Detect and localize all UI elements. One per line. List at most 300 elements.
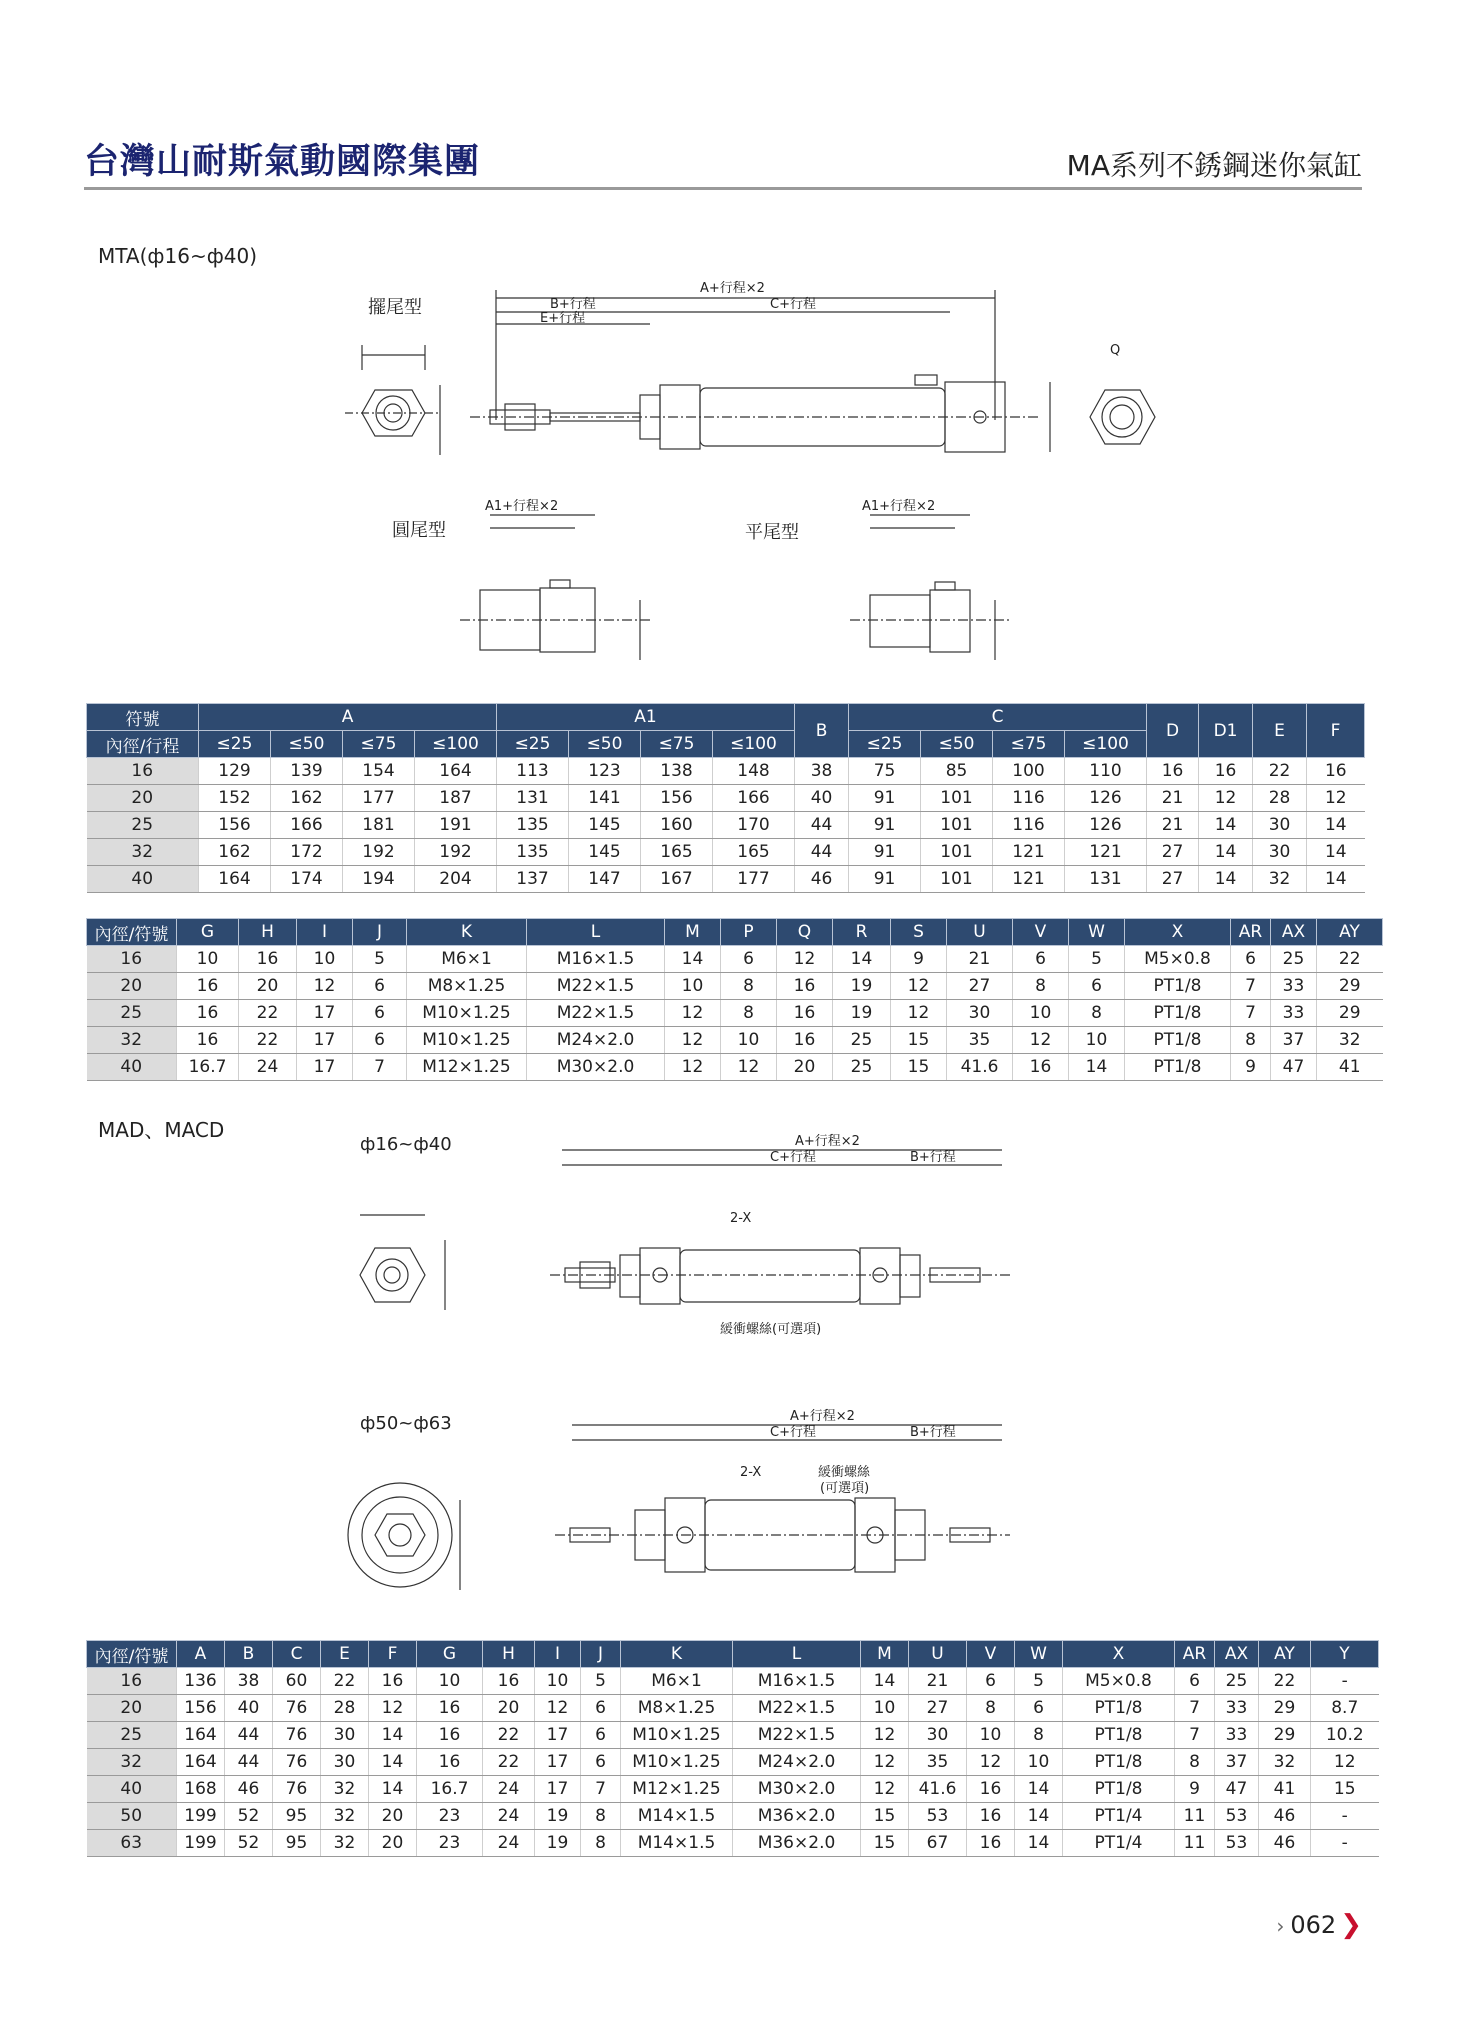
table1-subheader: 內徑/行程 xyxy=(87,731,199,758)
table-cell: 136 xyxy=(177,1668,225,1695)
table-cell: 16 xyxy=(177,1000,239,1027)
table-cell: M24×2.0 xyxy=(527,1027,665,1054)
table-cell: 32 xyxy=(1253,866,1307,893)
table3-header: K xyxy=(621,1641,733,1668)
table-cell: 199 xyxy=(177,1803,225,1830)
table-cell: 162 xyxy=(271,785,343,812)
table-cell: 192 xyxy=(415,839,497,866)
table2-header: I xyxy=(297,919,353,946)
table-cell: 138 xyxy=(641,758,713,785)
table-cell: 25 xyxy=(833,1054,891,1081)
dim-a-stroke: A+行程×2 xyxy=(700,281,765,296)
table-cell: 8 xyxy=(721,1000,777,1027)
table-cell: M30×2.0 xyxy=(733,1776,861,1803)
table-cell: 30 xyxy=(947,1000,1013,1027)
table-cell: M16×1.5 xyxy=(733,1668,861,1695)
table-cell: M12×1.25 xyxy=(407,1054,527,1081)
table1-subheader: ≤50 xyxy=(569,731,641,758)
table-cell: 6 xyxy=(1231,946,1271,973)
table-cell: PT1/8 xyxy=(1125,1054,1231,1081)
table-cell: 6 xyxy=(1013,946,1069,973)
table-cell: 16 xyxy=(417,1722,483,1749)
mad-dim-a-2: A+行程×2 xyxy=(790,1409,855,1424)
table-cell: 135 xyxy=(497,812,569,839)
table3-header: W xyxy=(1015,1641,1063,1668)
table-cell: 164 xyxy=(177,1722,225,1749)
table-cell: 23 xyxy=(417,1803,483,1830)
table-cell: 32 xyxy=(1317,1027,1383,1054)
table-cell: 177 xyxy=(713,866,795,893)
dim-e-stroke: E+行程 xyxy=(540,311,586,326)
page-number xyxy=(1276,1910,1362,1940)
table-cell: 24 xyxy=(483,1776,535,1803)
row-bore: 20 xyxy=(87,785,199,812)
table3-header: X xyxy=(1063,1641,1175,1668)
table-cell: 16 xyxy=(369,1668,417,1695)
table-cell: 6 xyxy=(967,1668,1015,1695)
row-bore: 16 xyxy=(87,1668,177,1695)
table-cell: 6 xyxy=(1015,1695,1063,1722)
table-cell: 76 xyxy=(273,1695,321,1722)
table-cell: 7 xyxy=(1175,1722,1215,1749)
table-cell: 10 xyxy=(721,1027,777,1054)
table-cell: 14 xyxy=(1307,812,1365,839)
table-cell: M10×1.25 xyxy=(621,1722,733,1749)
table3-header: C xyxy=(273,1641,321,1668)
mta-section-title: MTA(ф16~ф40) xyxy=(98,244,258,268)
table-cell: 191 xyxy=(415,812,497,839)
table2-header: AR xyxy=(1231,919,1271,946)
table-cell: 10 xyxy=(417,1668,483,1695)
table-cell: 28 xyxy=(321,1695,369,1722)
table-cell: 46 xyxy=(795,866,849,893)
table-cell: 12 xyxy=(1013,1027,1069,1054)
table-cell: 14 xyxy=(1015,1776,1063,1803)
table-cell: 10 xyxy=(535,1668,581,1695)
table-cell: PT1/8 xyxy=(1063,1695,1175,1722)
table3-header: E xyxy=(321,1641,369,1668)
table-cell: 30 xyxy=(1253,812,1307,839)
mad-dim-a-1: A+行程×2 xyxy=(795,1134,860,1149)
mad-cushion-line2: (可選項) xyxy=(820,1481,870,1496)
table-cell: 19 xyxy=(833,973,891,1000)
table-cell: 17 xyxy=(297,1054,353,1081)
table-cell: M10×1.25 xyxy=(407,1000,527,1027)
header-divider xyxy=(84,187,1362,190)
table-cell: 75 xyxy=(849,758,921,785)
table3-header: V xyxy=(967,1641,1015,1668)
table1-header: D xyxy=(1147,704,1199,758)
table-cell: 16 xyxy=(777,1000,833,1027)
table-cell: 17 xyxy=(535,1776,581,1803)
product-title: MA系列不銹鋼迷你氣缸 xyxy=(1066,149,1362,182)
row-bore: 16 xyxy=(87,758,199,785)
table-cell: 5 xyxy=(1069,946,1125,973)
table1-subheader: ≤25 xyxy=(199,731,271,758)
table-cell: 177 xyxy=(343,785,415,812)
table-cell: 24 xyxy=(483,1830,535,1857)
table-cell: 52 xyxy=(225,1803,273,1830)
table-cell: 116 xyxy=(993,812,1065,839)
table-cell: 29 xyxy=(1317,1000,1383,1027)
table3-header: B xyxy=(225,1641,273,1668)
table-cell: 22 xyxy=(239,1000,297,1027)
row-bore: 63 xyxy=(87,1830,177,1857)
table-cell: 53 xyxy=(909,1803,967,1830)
table-cell: 15 xyxy=(861,1803,909,1830)
table-cell: 14 xyxy=(369,1749,417,1776)
table-cell: 53 xyxy=(1215,1830,1259,1857)
dimension-table-mad xyxy=(86,1640,1379,1857)
table-cell: M22×1.5 xyxy=(527,973,665,1000)
table-cell: 126 xyxy=(1065,785,1147,812)
table-cell: 8 xyxy=(1069,1000,1125,1027)
table-cell: M36×2.0 xyxy=(733,1803,861,1830)
table-cell: 110 xyxy=(1065,758,1147,785)
table-cell: 40 xyxy=(225,1695,273,1722)
red-arrow-icon: ❯ xyxy=(1340,1910,1362,1940)
table-cell: 32 xyxy=(321,1803,369,1830)
row-bore: 25 xyxy=(87,1000,177,1027)
table-cell: 8 xyxy=(581,1803,621,1830)
table1-header: E xyxy=(1253,704,1307,758)
table2-header: AX xyxy=(1271,919,1317,946)
table-cell: M10×1.25 xyxy=(407,1027,527,1054)
table-cell: 44 xyxy=(225,1722,273,1749)
table-cell: 91 xyxy=(849,785,921,812)
table-cell: 145 xyxy=(569,812,641,839)
table2-header: G xyxy=(177,919,239,946)
table3-header: AR xyxy=(1175,1641,1215,1668)
table-cell: M6×1 xyxy=(407,946,527,973)
table-cell: 85 xyxy=(921,758,993,785)
table-cell: 121 xyxy=(1065,839,1147,866)
table-cell: 95 xyxy=(273,1803,321,1830)
table-cell: 14 xyxy=(1015,1830,1063,1857)
table-cell: 44 xyxy=(795,812,849,839)
table-cell: PT1/8 xyxy=(1063,1776,1175,1803)
table1-header: F xyxy=(1307,704,1365,758)
table-cell: 33 xyxy=(1271,1000,1317,1027)
table-row xyxy=(87,1668,1379,1695)
table1-subheader: ≤100 xyxy=(713,731,795,758)
table-row xyxy=(87,785,1365,812)
round-type-label: 圓尾型 xyxy=(392,520,446,541)
table1-subheader: ≤25 xyxy=(849,731,921,758)
table1-subheader: ≤50 xyxy=(271,731,343,758)
table-cell: 67 xyxy=(909,1830,967,1857)
table-cell: M24×2.0 xyxy=(733,1749,861,1776)
table-cell: 29 xyxy=(1259,1695,1311,1722)
table2-header: P xyxy=(721,919,777,946)
table-cell: 6 xyxy=(581,1722,621,1749)
mad-dim-b-2: B+行程 xyxy=(910,1425,956,1440)
flat-dim-a1: A1+行程×2 xyxy=(862,499,936,514)
table-row xyxy=(87,946,1383,973)
table-cell: 16 xyxy=(1307,758,1365,785)
table-row xyxy=(87,1776,1379,1803)
table-cell: 16 xyxy=(417,1695,483,1722)
table-cell: 165 xyxy=(641,839,713,866)
table-cell: 10 xyxy=(967,1722,1015,1749)
table-cell: 76 xyxy=(273,1776,321,1803)
table-cell: 47 xyxy=(1271,1054,1317,1081)
table-cell: 19 xyxy=(833,1000,891,1027)
mad-range-1: ф16~ф40 xyxy=(360,1134,452,1155)
row-bore: 20 xyxy=(87,1695,177,1722)
table2-header: Q xyxy=(777,919,833,946)
table-cell: 12 xyxy=(1199,785,1253,812)
table-cell: 23 xyxy=(417,1830,483,1857)
table-cell: 181 xyxy=(343,812,415,839)
table-cell: M6×1 xyxy=(621,1668,733,1695)
row-bore: 40 xyxy=(87,1054,177,1081)
table-cell: 44 xyxy=(225,1749,273,1776)
page-number-text: 062 xyxy=(1290,1911,1337,1939)
table-cell: 12 xyxy=(1311,1749,1379,1776)
table-cell: 12 xyxy=(297,973,353,1000)
table-cell: 16 xyxy=(967,1776,1015,1803)
table-cell: 30 xyxy=(321,1722,369,1749)
mad-dim-2x-1: 2-X xyxy=(730,1211,752,1226)
table-cell: 22 xyxy=(321,1668,369,1695)
mad-cushion-line1: 緩衝螺絲 xyxy=(818,1465,871,1480)
table-cell: 17 xyxy=(535,1722,581,1749)
table-cell: 131 xyxy=(1065,866,1147,893)
mad-dim-c-1: C+行程 xyxy=(770,1150,816,1165)
table-cell: 8 xyxy=(1175,1749,1215,1776)
table-cell: M8×1.25 xyxy=(407,973,527,1000)
table-cell: 19 xyxy=(535,1803,581,1830)
company-title: 台灣山耐斯氣動國際集團 xyxy=(84,142,481,182)
table3-header: A xyxy=(177,1641,225,1668)
table-row xyxy=(87,1803,1379,1830)
table-cell: 7 xyxy=(353,1054,407,1081)
table-cell: 30 xyxy=(1253,839,1307,866)
table-cell: 199 xyxy=(177,1830,225,1857)
table2-header: R xyxy=(833,919,891,946)
table-cell: 29 xyxy=(1259,1722,1311,1749)
mad-range-2: ф50~ф63 xyxy=(360,1413,452,1434)
table-cell: 8.7 xyxy=(1311,1695,1379,1722)
table-cell: 21 xyxy=(1147,812,1199,839)
table2-header: H xyxy=(239,919,297,946)
table3-header: H xyxy=(483,1641,535,1668)
table-row xyxy=(87,866,1365,893)
table2-header: K xyxy=(407,919,527,946)
table-cell: 14 xyxy=(833,946,891,973)
table-cell: 33 xyxy=(1271,973,1317,1000)
table-cell: 9 xyxy=(1175,1776,1215,1803)
table-row xyxy=(87,1695,1379,1722)
table-cell: 10 xyxy=(1069,1027,1125,1054)
table-cell: 14 xyxy=(1199,812,1253,839)
table-cell: 15 xyxy=(1311,1776,1379,1803)
table-cell: 14 xyxy=(665,946,721,973)
table-cell: - xyxy=(1311,1803,1379,1830)
table-cell: 7 xyxy=(581,1776,621,1803)
table2-header: J xyxy=(353,919,407,946)
table-cell: 164 xyxy=(415,758,497,785)
table-cell: 16 xyxy=(777,973,833,1000)
table-cell: 131 xyxy=(497,785,569,812)
table-cell: 154 xyxy=(343,758,415,785)
table-cell: 5 xyxy=(581,1668,621,1695)
table-cell: 7 xyxy=(1231,973,1271,1000)
table-cell: 6 xyxy=(1069,973,1125,1000)
table-cell: 14 xyxy=(1015,1803,1063,1830)
table-cell: 30 xyxy=(321,1749,369,1776)
table-cell: 12 xyxy=(665,1000,721,1027)
table-cell: 12 xyxy=(721,1054,777,1081)
table2-header: W xyxy=(1069,919,1125,946)
table-cell: 164 xyxy=(177,1749,225,1776)
table-row xyxy=(87,973,1383,1000)
table1-header: B xyxy=(795,704,849,758)
table-row xyxy=(87,839,1365,866)
table-cell: 16 xyxy=(177,973,239,1000)
table-cell: 17 xyxy=(297,1000,353,1027)
table-cell: 14 xyxy=(369,1722,417,1749)
table-cell: 147 xyxy=(569,866,641,893)
table-cell: M14×1.5 xyxy=(621,1803,733,1830)
dim-q: Q xyxy=(1110,343,1121,358)
table-cell: 29 xyxy=(1317,973,1383,1000)
table-cell: 32 xyxy=(1259,1749,1311,1776)
table-cell: M5×0.8 xyxy=(1125,946,1231,973)
table-cell: 148 xyxy=(713,758,795,785)
row-bore: 40 xyxy=(87,1776,177,1803)
table-cell: 22 xyxy=(1259,1668,1311,1695)
table-cell: 135 xyxy=(497,839,569,866)
table-cell: 192 xyxy=(343,839,415,866)
table-cell: 16 xyxy=(1199,758,1253,785)
table-cell: 15 xyxy=(861,1830,909,1857)
table-cell: 6 xyxy=(353,973,407,1000)
table-cell: 6 xyxy=(581,1749,621,1776)
table-cell: 6 xyxy=(581,1695,621,1722)
table-cell: 41 xyxy=(1317,1054,1383,1081)
table-cell: 19 xyxy=(535,1830,581,1857)
table-cell: 12 xyxy=(891,1000,947,1027)
table-cell: 46 xyxy=(1259,1803,1311,1830)
mta-drawing xyxy=(340,270,1180,690)
table-cell: 164 xyxy=(199,866,271,893)
table-cell: 28 xyxy=(1253,785,1307,812)
table-cell: 46 xyxy=(225,1776,273,1803)
table-row xyxy=(87,812,1365,839)
table3-header: L xyxy=(733,1641,861,1668)
table-cell: 170 xyxy=(713,812,795,839)
table1-subheader: ≤100 xyxy=(415,731,497,758)
table-cell: M10×1.25 xyxy=(621,1749,733,1776)
table2-header: S xyxy=(891,919,947,946)
table-cell: 160 xyxy=(641,812,713,839)
table-cell: M14×1.5 xyxy=(621,1830,733,1857)
table-cell: 27 xyxy=(947,973,1013,1000)
mad-cushion-note-1: 緩衝螺絲(可選項) xyxy=(720,1322,822,1337)
table-cell: 14 xyxy=(861,1668,909,1695)
table-cell: 52 xyxy=(225,1830,273,1857)
table-cell: PT1/8 xyxy=(1125,1000,1231,1027)
dimension-table-mta-1 xyxy=(86,703,1365,893)
table-cell: 20 xyxy=(369,1803,417,1830)
table-cell: 30 xyxy=(909,1722,967,1749)
table-cell: 123 xyxy=(569,758,641,785)
table-cell: 5 xyxy=(1015,1668,1063,1695)
table-cell: 38 xyxy=(225,1668,273,1695)
table-cell: 17 xyxy=(297,1027,353,1054)
table-cell: 22 xyxy=(483,1722,535,1749)
table-cell: 121 xyxy=(993,839,1065,866)
table-cell: - xyxy=(1311,1668,1379,1695)
table1-subheader: ≤50 xyxy=(921,731,993,758)
table-cell: - xyxy=(1311,1830,1379,1857)
table-cell: 16 xyxy=(239,946,297,973)
table1-header: A1 xyxy=(497,704,795,731)
table-cell: 166 xyxy=(713,785,795,812)
table-cell: 17 xyxy=(535,1749,581,1776)
table2-header: V xyxy=(1013,919,1069,946)
table1-subheader: ≤75 xyxy=(993,731,1065,758)
table-cell: 6 xyxy=(353,1027,407,1054)
table1-header: A xyxy=(199,704,497,731)
table-cell: 32 xyxy=(321,1830,369,1857)
table-cell: 95 xyxy=(273,1830,321,1857)
table-cell: 121 xyxy=(993,866,1065,893)
table-cell: 15 xyxy=(891,1027,947,1054)
table-cell: 101 xyxy=(921,839,993,866)
table-cell: 76 xyxy=(273,1722,321,1749)
table-cell: 116 xyxy=(993,785,1065,812)
table-cell: 16 xyxy=(177,1027,239,1054)
table-cell: 141 xyxy=(569,785,641,812)
table-cell: 6 xyxy=(353,1000,407,1027)
table-cell: 166 xyxy=(271,812,343,839)
table-cell: 145 xyxy=(569,839,641,866)
table-cell: 20 xyxy=(239,973,297,1000)
table-cell: 10 xyxy=(1013,1000,1069,1027)
table-cell: 204 xyxy=(415,866,497,893)
table-cell: PT1/4 xyxy=(1063,1830,1175,1857)
row-bore: 20 xyxy=(87,973,177,1000)
table-cell: 156 xyxy=(199,812,271,839)
table-cell: 20 xyxy=(369,1830,417,1857)
table-cell: 139 xyxy=(271,758,343,785)
table3-header: J xyxy=(581,1641,621,1668)
table3-header: I xyxy=(535,1641,581,1668)
table-cell: 41 xyxy=(1259,1776,1311,1803)
table-cell: 40 xyxy=(795,785,849,812)
table-cell: 12 xyxy=(369,1695,417,1722)
table-cell: 156 xyxy=(641,785,713,812)
table-cell: 16 xyxy=(967,1830,1015,1857)
row-bore: 25 xyxy=(87,1722,177,1749)
table-cell: 11 xyxy=(1175,1830,1215,1857)
row-bore: 40 xyxy=(87,866,199,893)
table2-header: 內徑/符號 xyxy=(87,919,177,946)
table-cell: 15 xyxy=(891,1054,947,1081)
table-row xyxy=(87,1749,1379,1776)
table3-header: AY xyxy=(1259,1641,1311,1668)
table-cell: 12 xyxy=(967,1749,1015,1776)
table-cell: 16 xyxy=(417,1749,483,1776)
table-cell: 101 xyxy=(921,785,993,812)
table-cell: 33 xyxy=(1215,1722,1259,1749)
round-dim-a1: A1+行程×2 xyxy=(485,499,559,514)
table-cell: 10 xyxy=(177,946,239,973)
table-cell: 12 xyxy=(1307,785,1365,812)
